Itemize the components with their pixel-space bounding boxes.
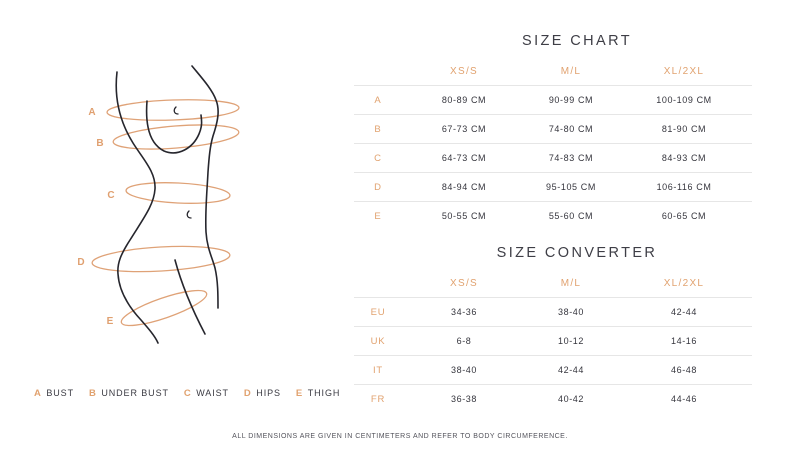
cell: 36-38 <box>450 394 478 404</box>
cell: 46-48 <box>670 365 698 375</box>
row-label: A <box>374 94 382 106</box>
legend-item-thigh <box>296 388 340 399</box>
cell: 40-42 <box>557 394 585 404</box>
table-row <box>354 297 752 326</box>
cell: 60-65 CM <box>661 211 707 221</box>
cell: 38-40 <box>450 365 478 375</box>
cell: 80-89 CM <box>441 95 487 105</box>
column-header-xs-s: XS/S <box>450 66 478 77</box>
cell: 6-8 <box>456 336 472 346</box>
row-label: D <box>374 181 382 193</box>
cell: 74-83 CM <box>548 153 594 163</box>
size-converter-title: SIZE CONVERTER <box>496 245 658 261</box>
body-measurement-figure <box>60 55 260 355</box>
row-label-it: IT <box>372 364 384 376</box>
table-row <box>354 85 752 114</box>
size-chart-title: SIZE CHART <box>522 33 632 49</box>
size-converter-section <box>354 245 752 413</box>
row-label: C <box>374 152 382 164</box>
navel-mark <box>187 211 191 218</box>
row-label-eu: EU <box>370 306 386 318</box>
cell: 84-94 CM <box>441 182 487 192</box>
table-row <box>354 172 752 201</box>
legend-label: THIGH <box>307 388 341 398</box>
table-row <box>354 326 752 355</box>
bust-ring <box>107 98 240 123</box>
measurement-label-c: C <box>107 190 115 201</box>
column-header-xl-2xl: XL/2XL <box>663 66 705 77</box>
column-header-xl-2xl: XL/2XL <box>663 278 705 289</box>
legend-key: E <box>295 388 303 399</box>
row-label: E <box>374 210 382 222</box>
cell: 55-60 CM <box>548 211 594 221</box>
measurement-label-b: B <box>96 138 104 149</box>
cell: 95-105 CM <box>546 182 596 192</box>
cell: 74-80 CM <box>548 124 594 134</box>
dimensions-note: ALL DIMENSIONS ARE GIVEN IN CENTIMETERS AND REFER TO BODY CIRCUMFERENCE. <box>232 433 568 440</box>
cell: 90-99 CM <box>548 95 594 105</box>
waist-ring <box>126 180 231 205</box>
cell: 64-73 CM <box>441 153 487 163</box>
table-row <box>354 384 752 413</box>
measurement-label-d: D <box>77 257 85 268</box>
column-header-xs-s: XS/S <box>450 278 478 289</box>
legend-item-waist <box>184 388 229 399</box>
legend-key: A <box>34 388 42 399</box>
cell: 38-40 <box>557 307 585 317</box>
table-row <box>354 114 752 143</box>
size-chart-header-row <box>354 58 752 85</box>
legend-key: C <box>183 388 192 399</box>
row-label-uk: UK <box>370 335 386 347</box>
legend-key: D <box>243 388 252 399</box>
legend-label: HIPS <box>256 388 281 398</box>
column-header-m-l: M/L <box>560 66 582 77</box>
legend-key: B <box>88 388 97 399</box>
hips-ring <box>91 243 230 275</box>
cell: 50-55 CM <box>441 211 487 221</box>
legend-item-under-bust <box>89 388 169 399</box>
nipple-mark <box>174 107 178 114</box>
cell: 81-90 CM <box>661 124 707 134</box>
cell: 67-73 CM <box>441 124 487 134</box>
column-header-m-l: M/L <box>560 278 582 289</box>
cell: 84-93 CM <box>661 153 707 163</box>
cell: 42-44 <box>670 307 698 317</box>
legend-item-hips <box>244 388 281 399</box>
cell: 14-16 <box>670 336 698 346</box>
legend-item-bust <box>34 388 74 399</box>
legend-label: WAIST <box>196 388 229 398</box>
cell: 106-116 CM <box>656 182 712 192</box>
table-row <box>354 143 752 172</box>
measurement-label-e: E <box>106 316 114 327</box>
table-row <box>354 355 752 384</box>
under-bust-ring <box>112 121 239 153</box>
cell: 44-46 <box>670 394 698 404</box>
body-outline <box>116 66 218 343</box>
measurement-legend <box>34 388 340 399</box>
legend-label: BUST <box>46 388 74 398</box>
row-label-fr: FR <box>370 393 386 405</box>
cell: 10-12 <box>557 336 585 346</box>
inner-thigh-line <box>175 260 205 334</box>
table-row <box>354 201 752 230</box>
size-converter-header-row <box>354 270 752 297</box>
row-label: B <box>374 123 382 135</box>
cell: 100-109 CM <box>656 95 712 105</box>
size-chart-section <box>354 33 752 230</box>
legend-label: UNDER BUST <box>101 388 169 398</box>
cell: 42-44 <box>557 365 585 375</box>
cell: 34-36 <box>450 307 478 317</box>
measurement-label-a: A <box>88 107 96 118</box>
